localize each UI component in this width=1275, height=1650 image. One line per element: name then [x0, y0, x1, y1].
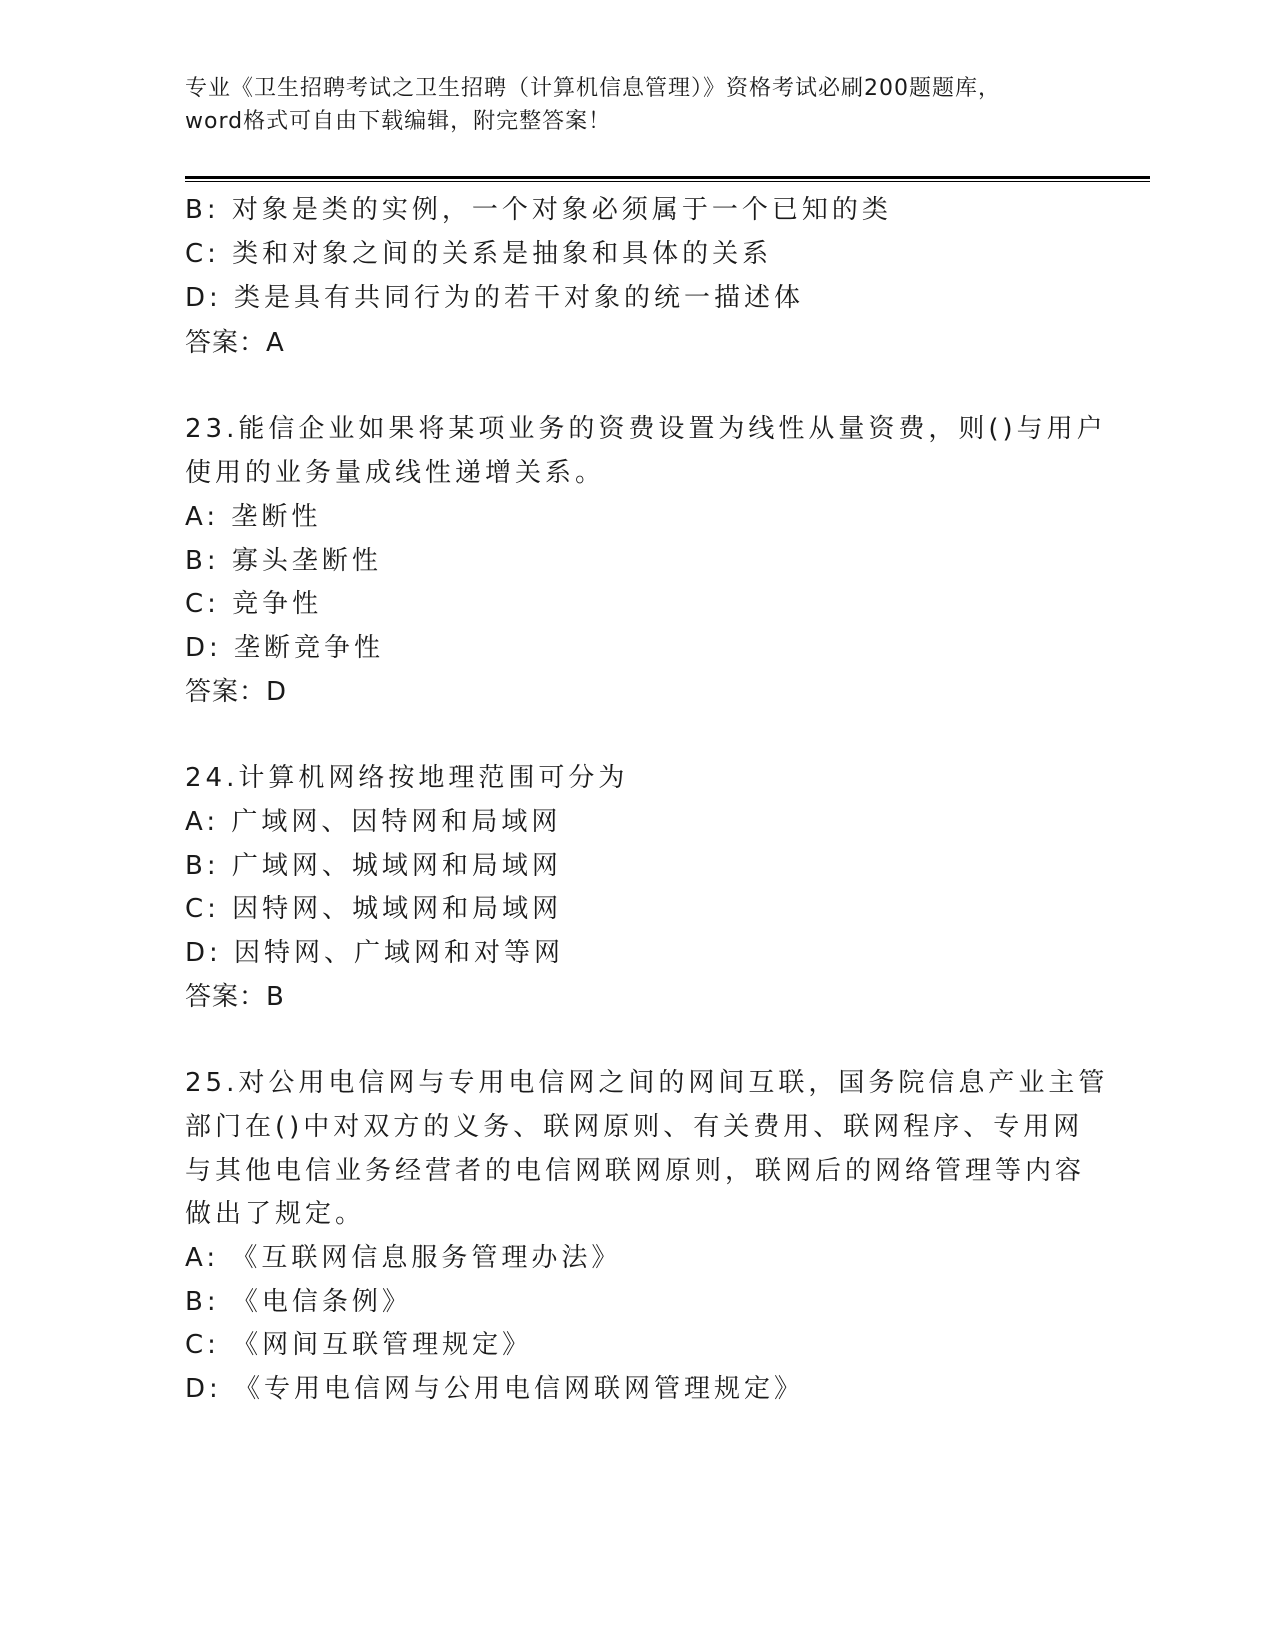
q25-option-b: B: 《电信条例》	[185, 1287, 412, 1317]
q24-answer: 答案：B	[185, 982, 285, 1012]
q23-option-d: D: 垄断竞争性	[185, 633, 385, 663]
q23-answer: 答案：D	[185, 677, 288, 707]
q24-option-d: D: 因特网、广域网和对等网	[185, 938, 565, 968]
q22-option-d: D: 类是具有共同行为的若干对象的统一描述体	[185, 283, 805, 313]
q22-answer: 答案：A	[185, 328, 285, 358]
q23-option-b: B: 寡头垄断性	[185, 546, 382, 576]
q23-stem-line-1: 23.能信企业如果将某项业务的资费设置为线性从量资费，则()与用户	[185, 414, 1107, 444]
q23-option-c: C: 竞争性	[185, 589, 323, 619]
q25-stem-line-4: 做出了规定。	[185, 1199, 366, 1229]
q25-stem-line-2: 部门在()中对双方的义务、联网原则、有关费用、联网程序、专用网	[185, 1112, 1084, 1142]
q24-option-b: B: 广域网、城域网和局域网	[185, 851, 562, 881]
q24-option-a: A: 广域网、因特网和局域网	[185, 807, 562, 837]
q25-option-d: D: 《专用电信网与公用电信网联网管理规定》	[185, 1374, 805, 1404]
q25-stem-line-1: 25.对公用电信网与专用电信网之间的网间互联，国务院信息产业主管	[185, 1068, 1109, 1098]
q24-option-c: C: 因特网、城域网和局域网	[185, 894, 563, 924]
header-divider-thin	[185, 181, 1150, 182]
q24-stem-line-1: 24.计算机网络按地理范围可分为	[185, 763, 629, 793]
header-divider-thick	[185, 176, 1150, 179]
header-title-line-1: 专业《卫生招聘考试之卫生招聘（计算机信息管理）》资格考试必刷200题题库，	[185, 76, 1001, 101]
q22-option-b: B: 对象是类的实例，一个对象必须属于一个已知的类	[185, 195, 892, 225]
q23-stem-line-2: 使用的业务量成线性递增关系。	[185, 458, 606, 488]
header-title-line-2: word格式可自由下载编辑，附完整答案！	[185, 109, 612, 134]
q23-option-a: A: 垄断性	[185, 502, 322, 532]
q25-stem-line-3: 与其他电信业务经营者的电信网联网原则，联网后的网络管理等内容	[185, 1156, 1086, 1186]
document-header	[185, 72, 1085, 138]
q25-option-c: C: 《网间互联管理规定》	[185, 1330, 533, 1360]
q22-option-c: C: 类和对象之间的关系是抽象和具体的关系	[185, 239, 773, 269]
q25-option-a: A: 《互联网信息服务管理办法》	[185, 1243, 622, 1273]
